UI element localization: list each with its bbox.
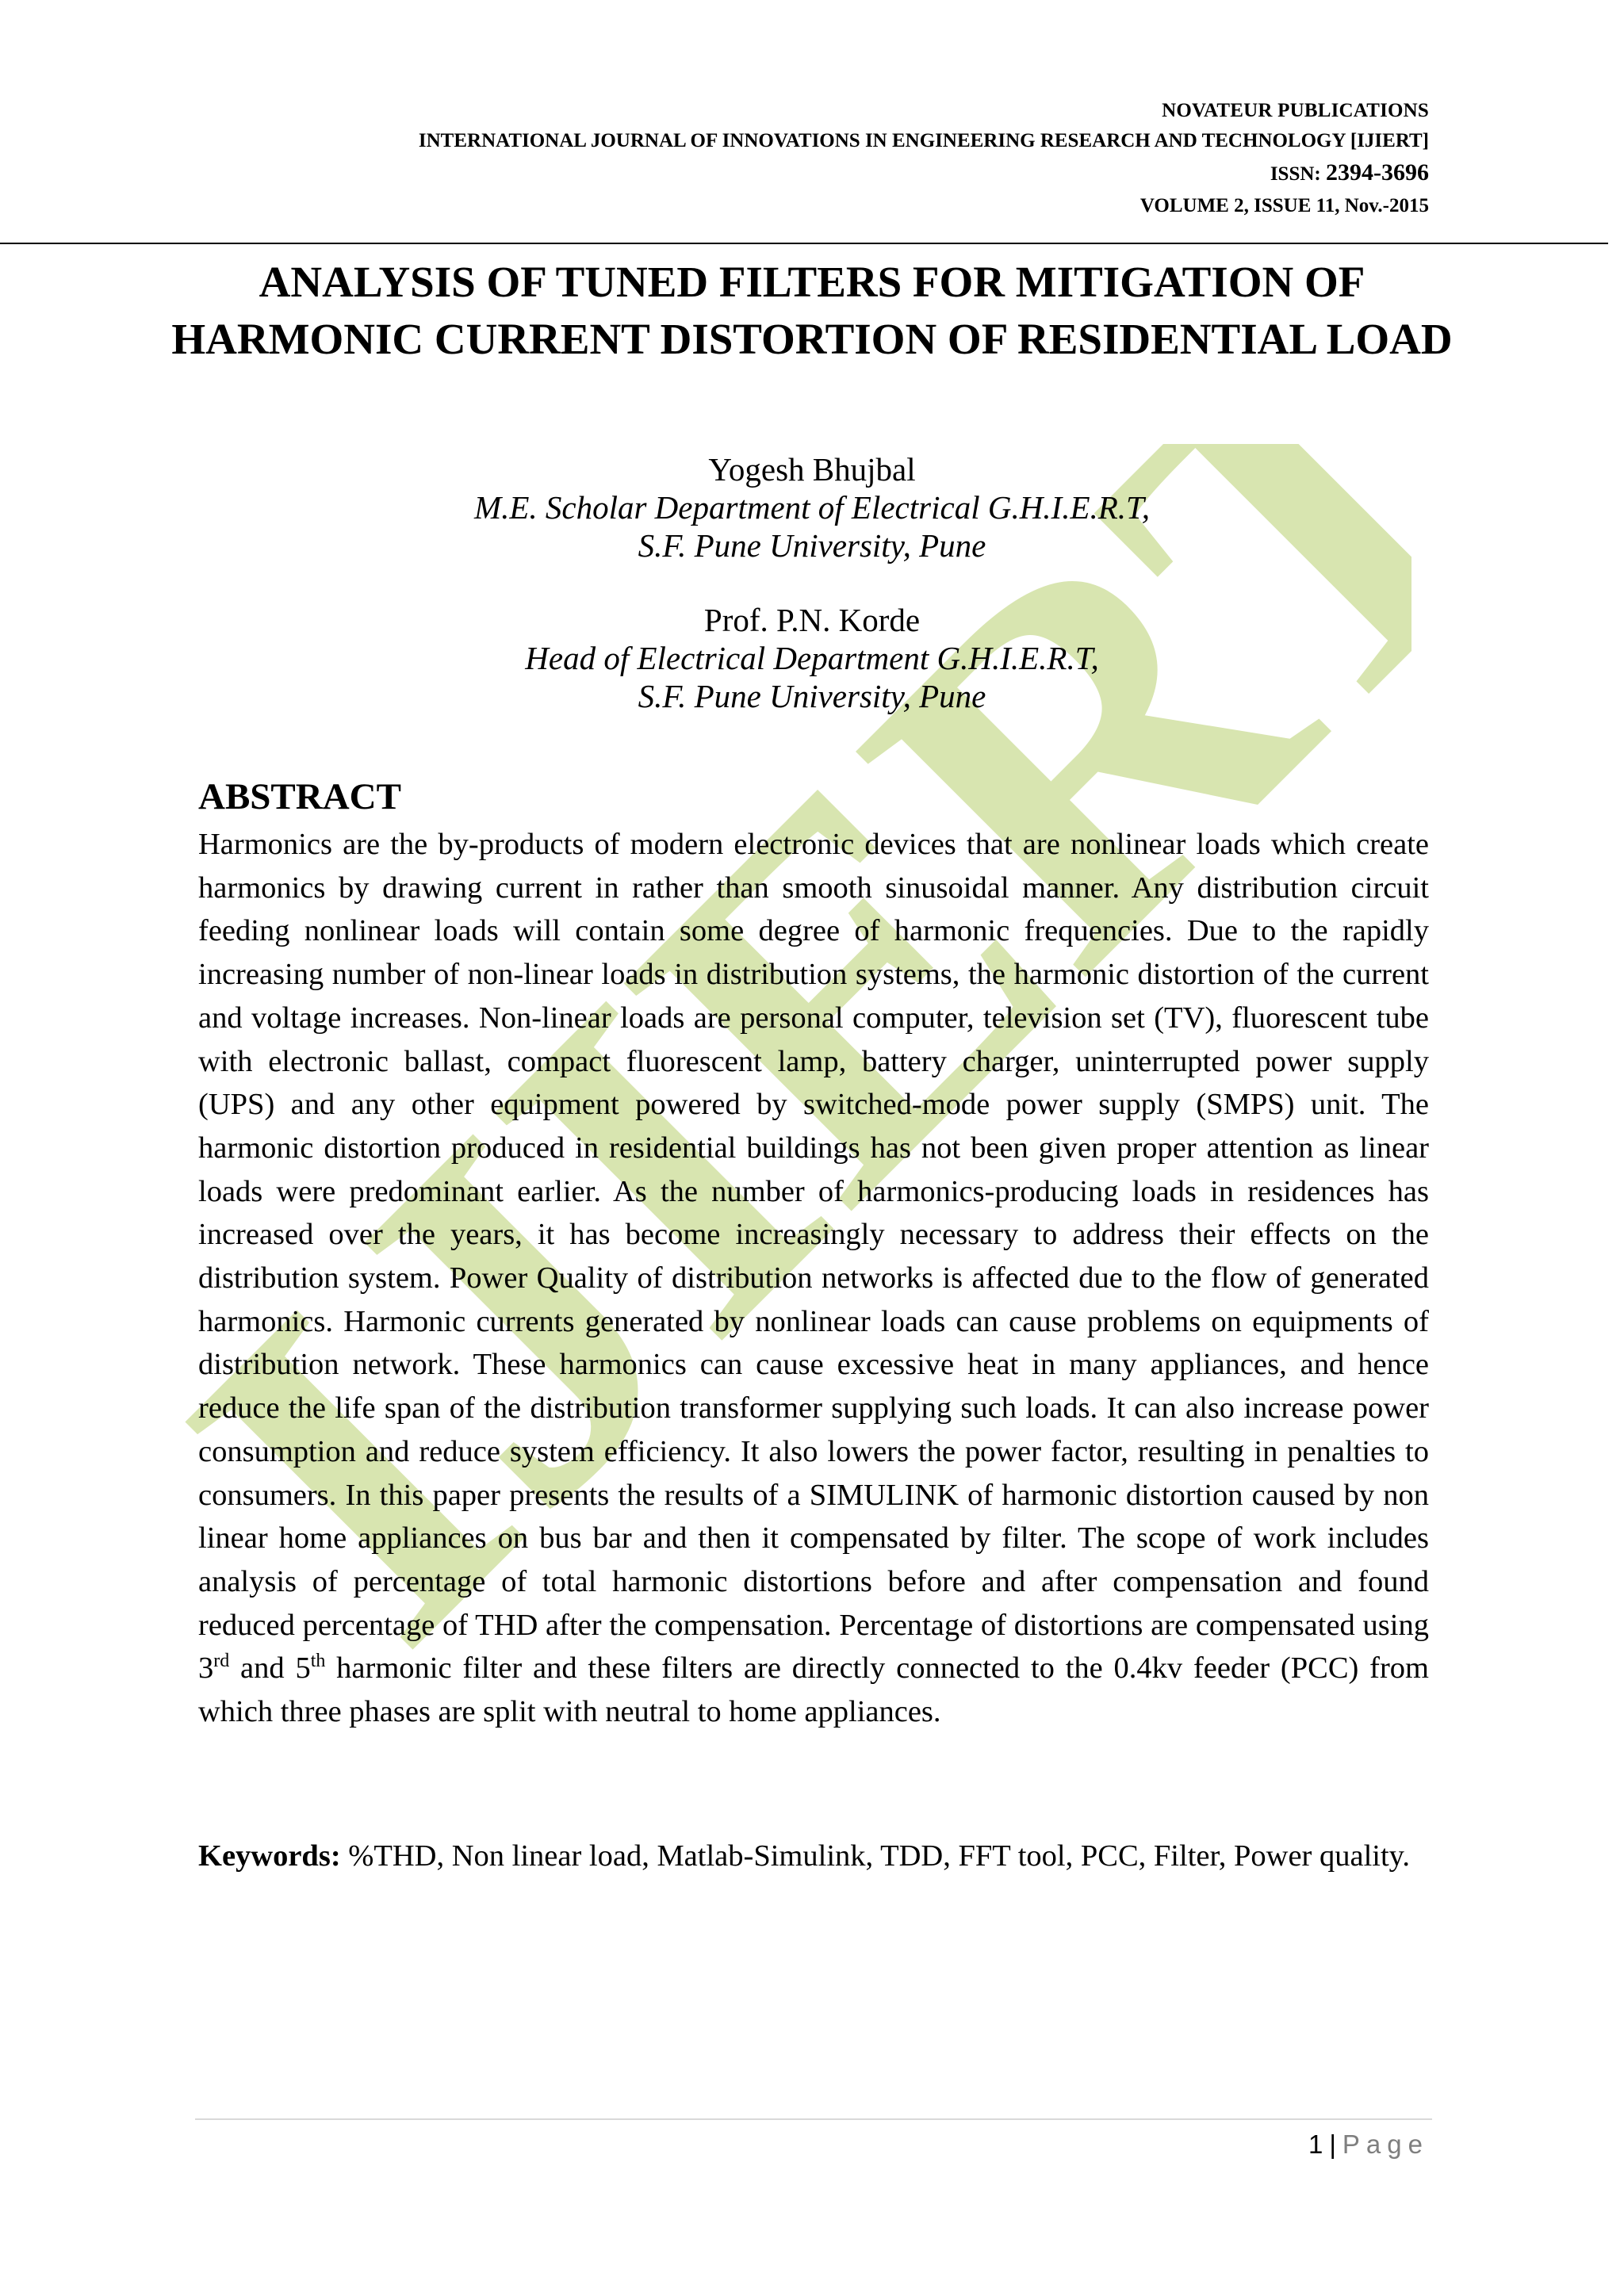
paper-title: ANALYSIS OF TUNED FILTERS FOR MITIGATION OF HARMONIC CURRENT DISTORTION OF RESIDENTIAL LOAD	[171, 258, 1453, 363]
header-publisher: NOVATEUR PUBLICATIONS	[1162, 100, 1429, 121]
keywords-label: Keywords:	[198, 1839, 341, 1873]
superscript-rd: rd	[213, 1651, 230, 1672]
author-block-2	[0, 601, 1624, 715]
watermark-glyphs: IJIERT	[92, 444, 1411, 1712]
abstract-text: harmonic filter and these filters are directly connected to the 0.4kv feeder (PCC) from which three phases are split with neutral to home appliances.	[198, 1651, 1429, 1729]
author-block-1	[0, 450, 1624, 564]
abstract-body	[198, 823, 1429, 1734]
header-issn-number: 2394-3696	[1326, 159, 1429, 186]
author-affiliation: Head of Electrical Department G.H.I.E.R.T,	[525, 640, 1099, 676]
footer-divider	[195, 2118, 1432, 2120]
abstract-text: and 5	[229, 1651, 311, 1686]
page-footer	[1308, 2130, 1429, 2160]
author-affiliation: S.F. Pune University, Pune	[638, 527, 986, 564]
abstract-heading: ABSTRACT	[198, 776, 401, 817]
page-label: Page	[1342, 2130, 1429, 2159]
page-number: 1	[1308, 2130, 1323, 2159]
author-name: Yogesh Bhujbal	[708, 451, 916, 488]
keywords-paragraph	[198, 1835, 1429, 1878]
header-volume: VOLUME 2, ISSUE 11, Nov.-2015	[1139, 195, 1429, 216]
header-issn	[1270, 159, 1429, 186]
author-affiliation: S.F. Pune University, Pune	[638, 678, 986, 714]
author-name: Prof. P.N. Korde	[703, 602, 921, 638]
author-affiliation: M.E. Scholar Department of Electrical G.H.I.E.R.T,	[473, 489, 1151, 526]
keywords-text: %THD, Non linear load, Matlab-Simulink, TDD, FFT tool, PCC, Filter, Power quality.	[340, 1839, 1411, 1873]
superscript-th: th	[310, 1651, 326, 1672]
header-journal: INTERNATIONAL JOURNAL OF INNOVATIONS IN ENGINEERING RESEARCH AND TECHNOLOGY [IJIERT]	[418, 130, 1429, 151]
footer-separator: |	[1329, 2130, 1336, 2159]
header-issn-label: ISSN:	[1270, 163, 1321, 185]
header-divider	[0, 243, 1608, 244]
abstract-text: Harmonics are the by-products of modern electronic devices that are nonlinear loads which create harmonics by drawing current in rather than smooth sinusoidal manner. Any distribution circuit feeding nonlinear loads will contain some degree of harmonic frequencies. Due to the rapidly increasing number of non-linear loads in distribution systems, the harmonic distortion of the current and voltage increases. Non-linear loads are personal computer, television set (TV), fluorescent tube with electronic ballast, compact fluorescent lamp, battery charger, uninterrupted power supply (UPS) and any other equipment powered by switched-mode power supply (SMPS) unit. The harmonic distortion produced in residential buildings has not been given proper attention as linear loads were predominant earlier. As the number of harmonics-producing loads in residences has increased over the years, it has become increasingly necessary to address their effects on the distribution system. Power Quality of distribution networks is affected due to the flow of generated harmonics. Harmonic currents generated by nonlinear loads can cause problems on equipments of distribution network. These harmonics can cause excessive heat in many appliances, and hence reduce the life span of the distribution transformer supplying such loads. It can also increase power consumption and reduce system efficiency. It also lowers the power factor, resulting in penalties to consumers. In this paper presents the results of a SIMULINK of harmonic distortion caused by non linear home appliances on bus bar and then it compensated by filter. The scope of work includes analysis of percentage of total harmonic distortions before and after compensation and found reduced percentage of THD after the compensation. Percentage of distortions are compensated using 3	[198, 828, 1429, 1686]
